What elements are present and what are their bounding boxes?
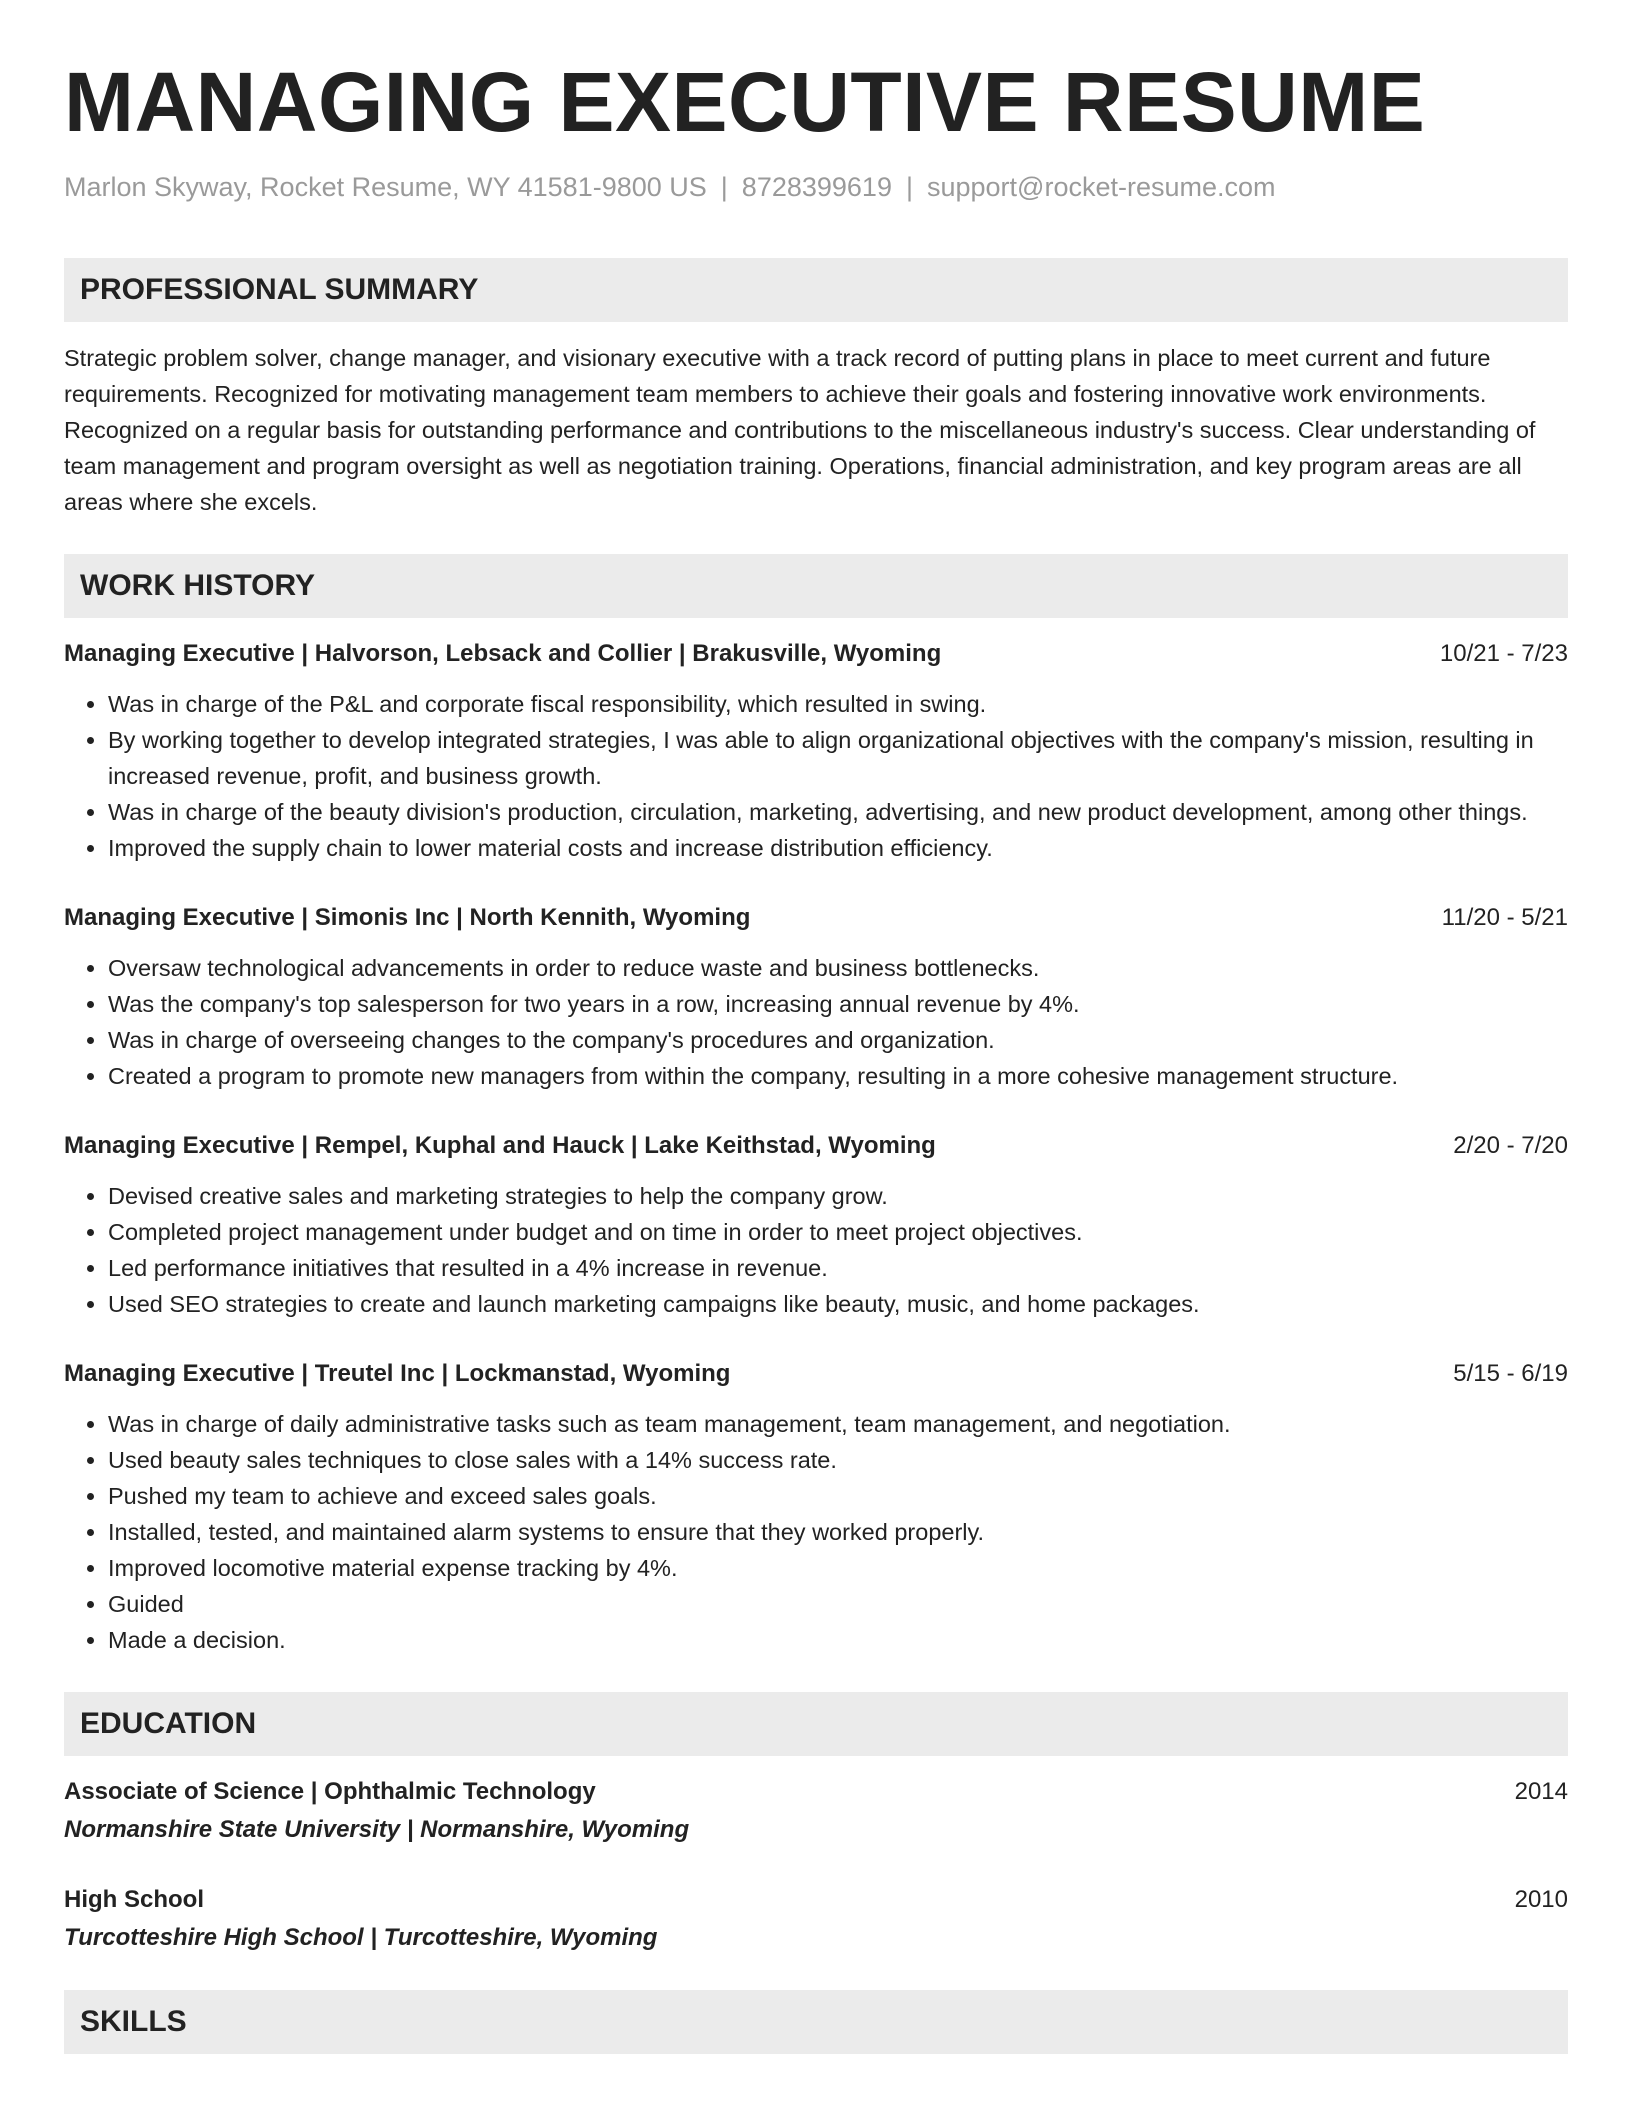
job-dates: 10/21 - 7/23 — [1439, 640, 1568, 667]
contact-email: support@rocket-resume.com — [926, 172, 1276, 202]
job-entry — [64, 900, 1568, 1094]
resume-title: MANAGING EXECUTIVE RESUME — [64, 55, 1426, 149]
job-bullet: • Guided — [108, 1586, 1568, 1622]
job-dates: 11/20 - 5/21 — [1441, 904, 1568, 931]
job-entry — [64, 1128, 1568, 1322]
job-title: Managing Executive | Rempel, Kuphal and Hauck | Lake Keithstad, Wyoming — [64, 1132, 936, 1159]
job-bullets — [64, 1178, 1568, 1322]
job-bullet: • Used SEO strategies to create and launch marketing campaigns like beauty, music, and home packages. — [108, 1286, 1568, 1322]
education-header — [64, 1774, 1568, 1810]
contact-separator: | — [905, 172, 913, 202]
job-bullet: • Was in charge of the beauty division's production, circulation, marketing, advertising, and new product development, among other things. — [108, 794, 1568, 830]
section-header-education: EDUCATION — [64, 1692, 1568, 1756]
education-year: 2014 — [1514, 1778, 1568, 1805]
job-bullet: • Created a program to promote new managers from within the company, resulting in a more cohesive management structure. — [108, 1058, 1568, 1094]
job-bullet: • Was in charge of the P&L and corporate fiscal responsibility, which resulted in swing. — [108, 686, 1568, 722]
job-bullet: • Oversaw technological advancements in order to reduce waste and business bottlenecks. — [108, 950, 1568, 986]
contact-address: Marlon Skyway, Rocket Resume, WY 41581-9800 US — [64, 172, 707, 202]
contact-separator: | — [720, 172, 728, 202]
job-title: Managing Executive | Halvorson, Lebsack and Collier | Brakusville, Wyoming — [64, 640, 942, 667]
job-bullet: • Improved locomotive material expense tracking by 4%. — [108, 1550, 1568, 1586]
job-bullet: • Installed, tested, and maintained alarm systems to ensure that they worked properly. — [108, 1514, 1568, 1550]
job-bullet: • Was in charge of overseeing changes to the company's procedures and organization. — [108, 1022, 1568, 1058]
job-bullets — [64, 1406, 1568, 1658]
job-dates: 2/20 - 7/20 — [1453, 1132, 1568, 1159]
job-bullet: • Pushed my team to achieve and exceed sales goals. — [108, 1478, 1568, 1514]
job-header — [64, 1128, 1568, 1164]
section-header-summary: PROFESSIONAL SUMMARY — [64, 258, 1568, 322]
job-title: Managing Executive | Treutel Inc | Lockmanstad, Wyoming — [64, 1360, 731, 1387]
education-entry — [64, 1774, 1568, 1848]
job-bullet: • Made a decision. — [108, 1622, 1568, 1658]
job-bullet: • Was the company's top salesperson for two years in a row, increasing annual revenue by 4%. — [108, 986, 1568, 1022]
summary-text: Strategic problem solver, change manager, and visionary executive with a track record of putting plans in place to meet current and future requirements. Recognized for motivating management team members to achieve their goals and fostering innovative work environments. Recognized on a regular basis for outstanding performance and contributions to the miscellaneous industry's success. Clear understanding of team management and program oversight as well as negotiation training. Operations, financial administration, and key program areas are all areas where she excels. — [64, 345, 1536, 515]
job-header — [64, 636, 1568, 672]
contact-phone: 8728399619 — [741, 172, 892, 202]
job-entry — [64, 636, 1568, 866]
job-bullets — [64, 686, 1568, 866]
job-bullet: • Completed project management under budget and on time in order to meet project objectives. — [108, 1214, 1568, 1250]
job-bullet: • Devised creative sales and marketing strategies to help the company grow. — [108, 1178, 1568, 1214]
job-bullet: • Led performance initiatives that resulted in a 4% increase in revenue. — [108, 1250, 1568, 1286]
job-bullet: • Used beauty sales techniques to close sales with a 14% success rate. — [108, 1442, 1568, 1478]
job-bullets — [64, 950, 1568, 1094]
education-degree: High School — [64, 1886, 204, 1913]
education-degree: Associate of Science | Ophthalmic Technology — [64, 1778, 596, 1805]
job-entry — [64, 1356, 1568, 1658]
education-year: 2010 — [1514, 1886, 1568, 1913]
job-bullet: • Was in charge of daily administrative tasks such as team management, team management, and negotiation. — [108, 1406, 1568, 1442]
education-entry — [64, 1882, 1568, 1956]
education-header — [64, 1882, 1568, 1918]
education-school: Turcotteshire High School | Turcotteshire, Wyoming — [64, 1924, 658, 1951]
job-bullet: • By working together to develop integrated strategies, I was able to align organizational objectives with the company's mission, resulting in increased revenue, profit, and business growth. — [108, 722, 1568, 794]
section-header-work-history: WORK HISTORY — [64, 554, 1568, 618]
education-school: Normanshire State University | Normanshire, Wyoming — [64, 1816, 690, 1843]
contact-line — [64, 170, 1568, 204]
job-header — [64, 900, 1568, 936]
job-dates: 5/15 - 6/19 — [1453, 1360, 1568, 1387]
section-header-skills: SKILLS — [64, 1990, 1568, 2054]
job-header — [64, 1356, 1568, 1392]
job-bullet: • Improved the supply chain to lower material costs and increase distribution efficiency. — [108, 830, 1568, 866]
job-title: Managing Executive | Simonis Inc | North Kennith, Wyoming — [64, 904, 751, 931]
